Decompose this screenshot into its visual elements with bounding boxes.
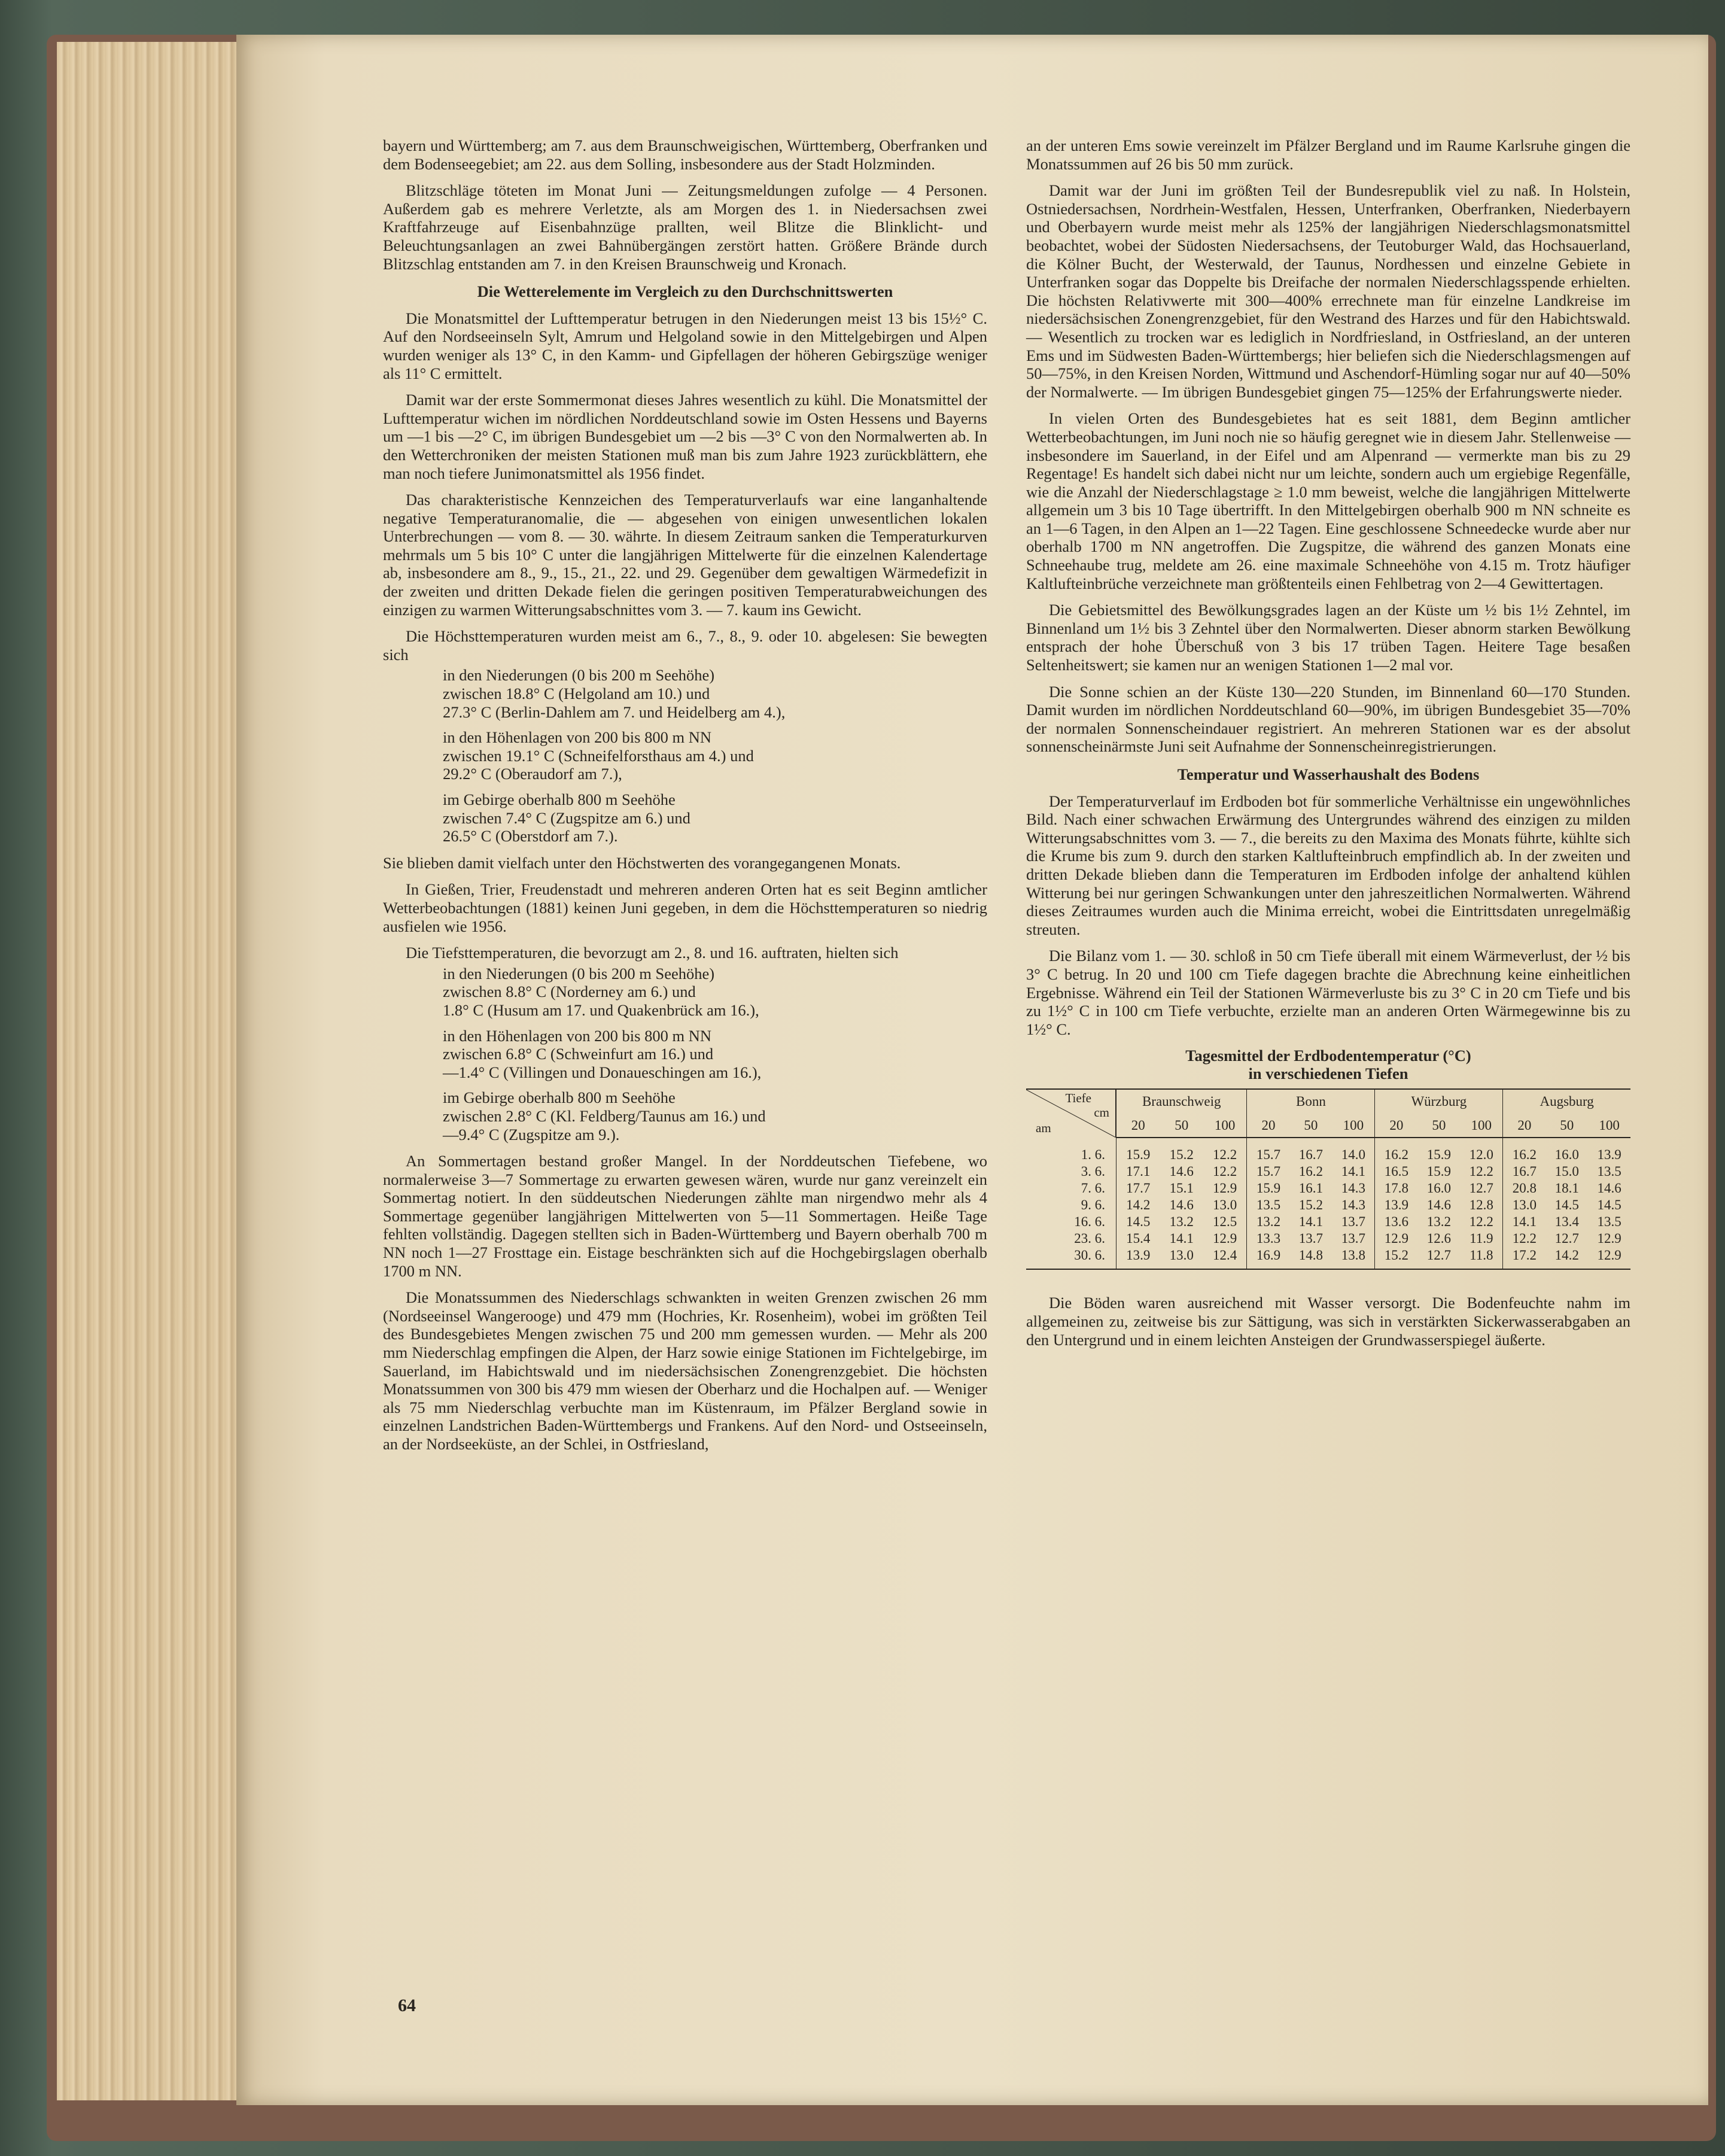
temperature-cell: 16.2 [1298, 1164, 1324, 1179]
temperature-cell: 11.9 [1470, 1231, 1493, 1246]
page-number: 64 [398, 1996, 416, 2015]
station-header: Bonn [1247, 1089, 1375, 1114]
table-title-line: in verschiedenen Tiefen [1248, 1065, 1408, 1083]
temperature-cell: 14.2 [1545, 1247, 1588, 1269]
date-cell: 16. 6. [1074, 1214, 1105, 1230]
list-line: —9.4° C (Zugspitze am 9.). [443, 1125, 620, 1144]
temperature-cell: 13.2 [1247, 1214, 1290, 1230]
temperature-cell: 12.4 [1203, 1247, 1247, 1269]
depth-header: 50 [1160, 1114, 1203, 1138]
temperature-cell: 16.2 [1375, 1138, 1418, 1163]
temperature-cell: 13.2 [1169, 1214, 1194, 1230]
temperature-cell: 12.5 [1213, 1214, 1237, 1230]
temperature-cell: 15.9 [1247, 1180, 1290, 1197]
temperature-cell: 13.7 [1341, 1231, 1365, 1246]
temperature-cell: 14.5 [1554, 1197, 1579, 1213]
temperature-cell: 14.3 [1341, 1197, 1365, 1213]
date-cell: 9. 6. [1081, 1197, 1105, 1213]
temperature-cell: 13.9 [1116, 1247, 1160, 1269]
temperature-cell: 18.1 [1554, 1181, 1579, 1196]
temperature-cell: 13.0 [1160, 1247, 1203, 1269]
temperature-cell: 13.3 [1247, 1230, 1290, 1247]
temperature-cell: 15.4 [1116, 1230, 1160, 1247]
paragraph: An Sommertagen bestand großer Mangel. In der Norddeutschen Tiefebene, wo normalerweise 3—7 Sommertage zu erwarten gewesen wären, wurde nur ganz vereinzelt ein Sommertag notiert. In den süddeutschen Niederungen zählte man nirgendwo mehr als 4 Sommertage gegenüber langjährigen Mittelwerten von 5—11 Sommertagen. Heiße Tage fehlten vollständig. Dagegen stellten sich in Baden-Württemberg und Bayern oberhalb 700 m NN noch 1—27 Frosttage ein. Eistage beschränkten sich auf die Hochgebirgslagen oberhalb 1700 m NN. [383, 1152, 987, 1280]
temperature-cell: 17.8 [1375, 1180, 1418, 1197]
paragraph: Das charakteristische Kennzeichen des Temperaturverlaufs war eine langanhaltende negative Temperaturanomalie, die — abgesehen von einigen unwesentlichen lokalen Unterbrechungen — vom 8. — 30. währte. In diesem Zeitraum sanken die Temperaturkurven mehrmals um 5 bis 10° C unter die langjährigen Mittelwerte für die einzelnen Kalendertage ab, insbesondere am 8., 9., 15., 21., 22. und 29. Gegenüber dem gewaltigen Wärmedefizit in der zweiten und dritten Dekade fielen die geringen positiven Temperaturabweichungen des einzigen zu warmen Witterungsabschnittes vom 3. — 7. kaum ins Gewicht. [383, 491, 987, 619]
temperature-cell: 13.5 [1597, 1214, 1621, 1230]
temperature-cell: 13.5 [1247, 1197, 1290, 1214]
temperature-cell: 15.2 [1169, 1147, 1194, 1163]
list-line: zwischen 18.8° C (Helgoland am 10.) und [443, 685, 710, 703]
temperature-cell: 14.8 [1290, 1247, 1332, 1269]
temperature-cell: 12.2 [1503, 1230, 1546, 1247]
depth-header: 50 [1545, 1114, 1588, 1138]
temperature-cell: 13.0 [1503, 1197, 1546, 1214]
temperature-cell: 13.7 [1298, 1231, 1324, 1246]
table-row [1026, 1163, 1630, 1180]
temperature-cell: 16.1 [1298, 1181, 1324, 1196]
temperature-cell: 14.0 [1341, 1147, 1365, 1163]
temperature-cell: 15.2 [1375, 1247, 1418, 1269]
temperature-cell: 13.4 [1554, 1214, 1579, 1230]
paragraph: Damit war der erste Sommermonat dieses Jahres wesentlich zu kühl. Die Monatsmittel der Lufttemperatur wichen im nördlichen Norddeutschland sowie im Osten Hessens und Bayerns um —1 bis —2° C, im übrigen Bundesgebiet um —2 bis —3° C von den Normalwerten ab. In den Wetterchroniken der meisten Stationen muß man bis zum Jahre 1923 zurückblättern, ehe man noch tiefere Junimonatsmittel als 1956 findet. [383, 391, 987, 482]
temperature-cell: 13.0 [1213, 1197, 1237, 1213]
temperature-cell: 15.9 [1116, 1138, 1160, 1163]
date-cell: 30. 6. [1026, 1247, 1116, 1269]
paragraph: Sie blieben damit vielfach unter den Höchstwerten des vorangegangenen Monats. [383, 853, 901, 872]
temperature-cell: 13.9 [1375, 1197, 1418, 1214]
temperature-cell: 13.5 [1597, 1164, 1621, 1179]
temperature-cell: 14.1 [1503, 1214, 1546, 1230]
paragraph: Die Tiefsttemperaturen, die bevorzugt am 2., 8. und 16. auftraten, hielten sich [406, 944, 899, 962]
list-line: in den Niederungen (0 bis 200 m Seehöhe) [443, 666, 715, 685]
page-edges [57, 42, 248, 2100]
depth-header: 100 [1332, 1114, 1375, 1138]
paragraph: an der unteren Ems sowie vereinzelt im Pfälzer Bergland und im Raume Karlsruhe gingen die Monatssummen auf 26 bis 50 mm zurück. [1026, 136, 1630, 173]
temperature-cell: 14.5 [1597, 1197, 1621, 1213]
paragraph: Die Böden waren ausreichend mit Wasser versorgt. Die Bodenfeuchte nahm im allgemeinen zu, zeitweise bis zur Sättigung, was sich in verstärkten Sickerwasserabgaben an den Untergrund und in einem leichten Ansteigen der Grundwasserspiegel äußerte. [1026, 1294, 1630, 1349]
list-line: in den Niederungen (0 bis 200 m Seehöhe) [443, 964, 715, 983]
temperature-cell: 17.7 [1116, 1180, 1160, 1197]
temperature-cell: 12.7 [1469, 1181, 1493, 1196]
corner-date-label: am [1036, 1121, 1051, 1136]
temperature-cell: 12.9 [1213, 1181, 1237, 1196]
temperature-cell: 14.6 [1169, 1197, 1194, 1213]
list-line: 1.8° C (Husum am 17. und Quakenbrück am 16.), [443, 1001, 759, 1019]
table-row [1026, 1247, 1630, 1269]
temperature-cell: 16.7 [1503, 1163, 1546, 1180]
temperature-cell: 14.2 [1116, 1197, 1160, 1214]
depth-header: 50 [1417, 1114, 1460, 1138]
station-header: Augsburg [1503, 1089, 1630, 1114]
list-line: im Gebirge oberhalb 800 m Seehöhe [443, 790, 676, 808]
temperature-cell: 14.1 [1341, 1164, 1365, 1179]
corner-unit-label: cm [1094, 1105, 1109, 1120]
table-row [1026, 1214, 1630, 1230]
temperature-cell: 16.7 [1298, 1147, 1324, 1163]
depth-header-row [1026, 1114, 1630, 1138]
temperature-cell: 15.0 [1554, 1164, 1579, 1179]
list-gap [443, 1020, 987, 1027]
temperature-cell: 15.7 [1247, 1163, 1290, 1180]
paragraph: Die Höchsttemperaturen wurden meist am 6., 7., 8., 9. oder 10. abgelesen: Sie bewegten sich [383, 627, 987, 664]
temperature-cell: 12.8 [1469, 1197, 1493, 1213]
depth-header: 20 [1247, 1114, 1290, 1138]
list-line: in den Höhenlagen von 200 bis 800 m NN [443, 1026, 711, 1045]
temperature-cell: 12.9 [1375, 1230, 1418, 1247]
list-line: 26.5° C (Oberstdorf am 7.). [443, 827, 618, 846]
date-cell: 23. 6. [1074, 1231, 1105, 1246]
table-corner [1026, 1089, 1116, 1138]
date-cell: 1. 6. [1081, 1147, 1105, 1162]
table-row [1026, 1180, 1630, 1197]
temperature-cell: 15.9 [1426, 1164, 1451, 1179]
table-row [1026, 1197, 1630, 1214]
table-row [1026, 1138, 1630, 1163]
list-gap [443, 1081, 987, 1088]
list-line: zwischen 19.1° C (Schneifelforsthaus am 4.) und [443, 746, 754, 765]
temperature-cell: 12.9 [1597, 1231, 1621, 1246]
temperature-cell: 12.7 [1554, 1231, 1579, 1246]
temperature-cell: 20.8 [1503, 1180, 1546, 1197]
list-line: zwischen 6.8° C (Schweinfurt am 16.) und [443, 1045, 714, 1063]
list-line: im Gebirge oberhalb 800 m Seehöhe [443, 1088, 676, 1107]
paragraph: In Gießen, Trier, Freudenstadt und mehreren anderen Orten hat es seit Beginn amtlicher Wetterbeobachtungen (1881) keinen Juni gegeben, in dem die Höchsttemperaturen so niedrig ausfielen wie 1956. [383, 880, 987, 935]
temperature-cell: 16.5 [1375, 1163, 1418, 1180]
temperature-cell: 15.7 [1247, 1138, 1290, 1163]
temperature-cell: 12.2 [1213, 1147, 1237, 1163]
depth-header: 50 [1290, 1114, 1332, 1138]
depth-header: 100 [1203, 1114, 1247, 1138]
temperature-cell: 12.0 [1469, 1147, 1493, 1163]
temperature-cell: 14.6 [1426, 1197, 1451, 1213]
paragraph: Die Bilanz vom 1. — 30. schloß in 50 cm Tiefe überall mit einem Wärmeverlust, der ½ bis 3° C betrug. In 20 und 100 cm Tiefe dagegen brachte die Abrechnung keine einheitlichen Ergebnisse. Während ein Teil der Stationen Wärmeverluste bis zu 3° C in 20 cm Tiefe und bis zu 1½° C in 100 cm Tiefe verbuchte, erzielte man an anderen Orten Wärmegewinne bis zu 1½° C. [1026, 947, 1630, 1038]
temperature-cell: 15.2 [1298, 1197, 1324, 1213]
temperature-cell: 12.9 [1213, 1231, 1237, 1246]
temperature-cell: 13.2 [1426, 1214, 1451, 1230]
paragraph: Der Temperaturverlauf im Erdboden bot für sommerliche Verhältnisse ein ungewöhnliches Bild. Nach einer schwachen Erwärmung des Untergrundes während des einzigen zu milden Witterungsabschnittes vom 3. — 7., die bereits zu den Maxima des Monats führte, kühlte sich die Krume bis zum 9. durch den starken Kaltlufteinbruch empfindlich ab. In der zweiten und dritten Dekade blieben dann die Temperaturen im Erdboden infolge der anhaltend kühlen Witterung bei nur geringen Schwankungen unter den jahreszeitlichen Normalwerten. Während dieses Zeitraumes wurden auch die Minima erreicht, wobei die Eintrittsdaten unregelmäßig streuten. [1026, 792, 1630, 938]
list-line: —1.4° C (Villingen und Donaueschingen am 16.), [443, 1063, 762, 1081]
date-cell: 3. 6. [1081, 1164, 1105, 1179]
temperature-cell: 14.1 [1298, 1214, 1324, 1230]
temperature-cell: 12.2 [1213, 1164, 1237, 1179]
temperature-cell: 17.1 [1116, 1163, 1160, 1180]
temperature-cell: 14.1 [1169, 1231, 1194, 1246]
paragraph: Die Monatssummen des Niederschlags schwankten in weiten Grenzen zwischen 26 mm (Nordseeinsel Wangerooge) und 479 mm (Hochries, Kr. Rosenheim), wobei im größten Teil des Bundesgebietes Mengen zwischen 75 und 200 mm gemessen wurden. — Mehr als 200 mm Niederschlag empfingen die Alpen, der Harz sowie einige Stationen im Fichtelgebirge, im Sauerland, im Habichtswald und im niedersächsischen Zonengrenzgebiet. Die höchsten Monatssummen von 300 bis 479 mm wiesen der Oberharz und die Hochalpen auf. — Weniger als 75 mm Niederschlag verbuchte man im Küstenraum, im Pfälzer Bergland sowie in einzelnen Landstrichen Baden-Württembergs und Frankens. Auf den Nord- und Ostseeinseln, an der Nordseeküste, an der Schlei, in Ostfriesland, [383, 1288, 987, 1453]
table-body [1026, 1138, 1630, 1269]
list-line: 29.2° C (Oberaudorf am 7.), [443, 765, 622, 783]
depth-header: 20 [1375, 1114, 1418, 1138]
temperature-cell: 14.5 [1116, 1214, 1160, 1230]
temperature-cell: 14.6 [1169, 1164, 1194, 1179]
temperature-cell: 17.2 [1503, 1247, 1546, 1269]
table-row [1026, 1230, 1630, 1247]
temperature-cell: 16.2 [1503, 1138, 1546, 1163]
table-title-line: Tagesmittel der Erdbodentemperatur (°C) [1185, 1047, 1471, 1065]
temperature-cell: 16.9 [1247, 1247, 1290, 1269]
list-line: 27.3° C (Berlin-Dahlem am 7. und Heidelberg am 4.), [443, 703, 786, 721]
temperature-cell: 16.0 [1554, 1147, 1579, 1163]
temperature-cell: 12.7 [1417, 1247, 1460, 1269]
left-column [383, 136, 987, 1462]
soil-temperature-table [1026, 1088, 1630, 1270]
list-line: zwischen 7.4° C (Zugspitze am 6.) und [443, 808, 690, 827]
section-heading: Temperatur und Wasserhaushalt des Bodens [1177, 765, 1480, 783]
temperature-cell: 12.6 [1426, 1231, 1451, 1246]
temperature-cell: 12.9 [1588, 1247, 1630, 1269]
depth-header: 20 [1116, 1114, 1160, 1138]
temperature-cell: 14.3 [1341, 1181, 1365, 1196]
paragraph: Blitzschläge töteten im Monat Juni — Zeitungsmeldungen zufolge — 4 Personen. Außerdem gab es mehrere Verletzte, als am Morgen des 1. in Niedersachsen zwei Kraftfahrzeuge auf Eisenbahnzüge prallten, weil Blitze die Blinklicht- und Beleuchtungsanlagen an zwei Bahnübergängen zerstört hatten. Größere Brände durch Blitzschlag entstanden am 7. in den Kreisen Braunschweig und Kronach. [383, 181, 987, 273]
depth-header: 100 [1588, 1114, 1630, 1138]
temperature-cell: 15.9 [1426, 1147, 1451, 1163]
table-title [1026, 1047, 1630, 1082]
paragraph: Die Gebietsmittel des Bewölkungsgrades lagen an der Küste um ½ bis 1½ Zehntel, im Binnenland um 1½ bis 3 Zehntel über den Normalwerten. Dieser abnorm starken Bewölkung entsprach der hohe Überschuß von 3 bis 17 trüben Tagen. Heitere Tage besaßen Seltenheitswert; sie kamen nur an wenigen Stationen 1—2 mal vor. [1026, 601, 1630, 674]
temperature-cell: 16.0 [1426, 1181, 1451, 1196]
paragraph: Die Sonne schien an der Küste 130—220 Stunden, im Binnenland 60—170 Stunden. Damit wurden im nördlichen Norddeutschland 60—90%, im übrigen Bundesgebiet 35—70% der normalen Sonnenscheindauer registriert. An mehreren Stationen war es der absolut sonnenscheinärmste Juni seit Aufnahme der Sonnenscheinregistrierungen. [1026, 682, 1630, 756]
section-heading: Die Wetterelemente im Vergleich zu den Durchschnittswerten [477, 282, 893, 301]
station-header: Braunschweig [1116, 1089, 1247, 1114]
temperature-cell: 11.8 [1460, 1247, 1503, 1269]
temperature-cell: 13.9 [1597, 1147, 1621, 1163]
list-line: in den Höhenlagen von 200 bis 800 m NN [443, 728, 711, 747]
temperature-cell: 12.2 [1469, 1164, 1493, 1179]
list-line: zwischen 2.8° C (Kl. Feldberg/Taunus am 16.) und [443, 1106, 766, 1125]
temperature-cell: 15.1 [1169, 1181, 1194, 1196]
corner-depth-label: Tiefe [1065, 1091, 1091, 1106]
list-gap [443, 721, 987, 728]
max-temperature-list [383, 666, 987, 845]
list-gap [443, 783, 987, 790]
date-cell: 7. 6. [1081, 1181, 1105, 1196]
paragraph: In vielen Orten des Bundesgebietes hat es seit 1881, dem Beginn amtlicher Wetterbeobachtungen, im Juni noch nie so häufig geregnet wie in diesem Jahr. Stellenweise — insbesondere im Sauerland, in der Eifel und am Alpenrand — vermerkte man bis zu 29 Regentage! Es handelt sich dabei nicht nur um leichte, sondern auch um ergiebige Regenfälle, wie die Anzahl der Niederschlagstage ≥ 1.0 mm beweist, welche die langjährigen Mittelwerte allgemein um 3 bis 10 Tage übertrifft. In den Mittelgebirgen oberhalb 900 m NN schneite es an 1—6 Tagen, in den Alpen an 1—22 Tagen. Eine geschlossene Schneedecke wurde aber nur oberhalb 1700 m NN angetroffen. Die Zugspitze, die während des ganzen Monats eine Schneehaube trug, meldete am 26. eine maximale Schneehöhe von 4.15 m. Trotz häufiger Kaltlufteinbrüche verzeichnete man größtenteils einen Fehlbetrag von 2—4 Gewittertagen. [1026, 409, 1630, 592]
paragraph: Damit war der Juni im größten Teil der Bundesrepublik viel zu naß. In Holstein, Ostniedersachsen, Nordrhein-Westfalen, Hessen, Unterfranken, Oberfranken, Niederbayern und Oberbayern wurde meist mehr als 125% der langjährigen Niederschlagsmonatsmittel beobachtet, wobei der Südosten Niedersachsens, der Teutoburger Wald, das Hochsauerland, die Kölner Bucht, der Westerwald, der Taunus, Nordhessen und einzelne Gebiete in Unterfranken sogar das Doppelte bis Dreifache der normalen Niederschlagsspende erhielten. Die höchsten Relativwerte mit 300—400% errechnete man für einzelne Landkreise im niedersächsischen Zonengrenzgebiet, für den Westrand des Harzes und für den Habichtswald. — Wesentlich zu trocken war es lediglich in Nordfriesland, in Ostfriesland, an der unteren Ems und im Südwesten Baden-Württembergs; hier beliefen sich die Niederschlagsmengen auf 50—75%, in den Kreisen Norden, Wittmund und Aschendorf-Hümling sogar nur auf 40—50% der Normalwerte. — Im übrigen Bundesgebiet gingen 75—125% der Erfahrungswerte nieder. [1026, 181, 1630, 401]
paragraph: Die Monatsmittel der Lufttemperatur betrugen in den Niederungen meist 13 bis 15½° C. Auf den Nordseeinseln Sylt, Amrum und Helgoland sowie in den Mittelgebirgen und Alpen wurden weniger als 13° C, in den Kamm- und Gipfellagen der höheren Gebirgszüge weniger als 11° C ermittelt. [383, 309, 987, 382]
station-header: Würzburg [1375, 1089, 1503, 1114]
list-line: zwischen 8.8° C (Norderney am 6.) und [443, 983, 696, 1001]
temperature-cell: 14.6 [1597, 1181, 1621, 1196]
depth-header: 20 [1503, 1114, 1546, 1138]
temperature-cell: 13.7 [1341, 1214, 1365, 1230]
paragraph: bayern und Württemberg; am 7. aus dem Braunschweigischen, Württemberg, Oberfranken und dem Bodenseegebiet; am 22. aus dem Solling, insbesondere aus der Stadt Holzminden. [383, 136, 987, 173]
temperature-cell: 12.2 [1469, 1214, 1493, 1230]
depth-header: 100 [1460, 1114, 1503, 1138]
temperature-cell: 13.6 [1375, 1214, 1418, 1230]
min-temperature-list [383, 965, 987, 1144]
temperature-cell: 13.8 [1332, 1247, 1375, 1269]
right-column [1026, 136, 1630, 1357]
